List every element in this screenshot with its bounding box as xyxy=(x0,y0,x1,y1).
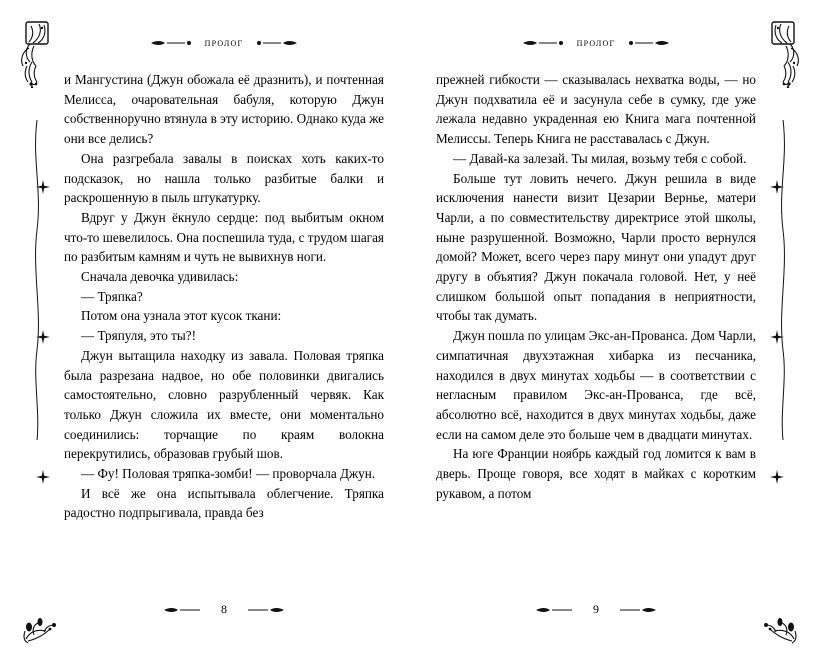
paragraph: Джун вытащила находку из завала. Половая тряпка была разрезана надвое, но обе половинки двигались самостоятельно, словно разрубленный червяк. Как только Джун сложила их вместе, они моментально соединились: торчащие по краям волокна перекрутились, образовав грубый шов. xyxy=(64,347,384,462)
paragraph: Сначала девочка удивилась: xyxy=(81,269,239,285)
cross-ornament-icon xyxy=(36,470,50,484)
dialogue-line: — Тряпка? xyxy=(81,288,143,304)
running-head-ornament-right-icon xyxy=(251,38,297,48)
margin-vine-icon xyxy=(772,120,794,450)
running-head-text: пролог xyxy=(204,37,244,49)
cross-ornament-icon xyxy=(770,180,784,194)
paragraph: и Мангустина (Джун обожала её дразнить), и почтенная Мелисса, очаровательная бабуля, которую Джун собственноручно втянула в эту историю. Однако куда же они все делись? xyxy=(64,72,384,147)
paragraph: Больше тут ловить нечего. Джун решила в виде исключения нанести визит Цезарии Вернье, матери Чарли, а по совместительству директрисе этой школы, ныне разрушенной. Возможно, Чарли просто вернулся домой? Может, всего через пару минут они упадут друг другу в объятия? Джун покачала головой. Нет, у неё слишком большой опыт попадания в неприятности, чтобы так думать. xyxy=(436,170,756,324)
cross-ornament-icon xyxy=(770,470,784,484)
vine-ornament-icon xyxy=(750,605,800,645)
left-running-head xyxy=(64,30,384,56)
paragraph: прежней гибкости — сказывалась нехватка воды, — но Джун подхватила её и засунула себе в сумку, где уже лежала недавно украденная ею Книга мага почтенной Мелиссы. Теперь Книга не расставалась с Джун. xyxy=(436,72,756,147)
dialogue-line: — Давай-ка залезай. Ты милая, возьму тебя с собой. xyxy=(453,150,747,166)
folio-ornament-right-icon xyxy=(610,605,656,615)
left-page-body xyxy=(64,70,384,523)
running-head-ornament-right-icon xyxy=(623,38,669,48)
page-number: 9 xyxy=(593,602,599,616)
paragraph: И всё же она испытывала облегчение. Тряпка радостно подпрыгивала, правда без xyxy=(64,485,384,521)
dialogue-line: — Фу! Половая тряпка-зомби! — проворчала Джун. xyxy=(81,466,376,482)
paragraph: Джун пошла по улицам Экс-ан-Прованса. Дом Чарли, симпатичная двухэтажная хибарка из песчаника, находился в двух минутах ходьбы — в соответствии с негласным правилом Экс-ан-Прованса, где всё, абсолютно всё, находится в двух минутах ходьбы, даже если на самом деле это больше чем в двадцати минутах. xyxy=(436,328,756,442)
folio-ornament-left-icon xyxy=(164,605,210,615)
cross-ornament-icon xyxy=(36,330,50,344)
vine-ornament-icon xyxy=(20,605,70,645)
paragraph: Она разгребала завалы в поисках хоть каких-то подсказок, но нашла только разбитые балки и раскрошенную в пыль штукатурку. xyxy=(64,150,384,206)
dialogue-line: — Тряпуля, это ты?! xyxy=(81,328,197,344)
running-head-ornament-left-icon xyxy=(151,38,197,48)
right-running-head xyxy=(436,30,756,56)
folio-ornament-left-icon xyxy=(536,605,582,615)
left-page-folio xyxy=(64,602,384,617)
running-head-text: пролог xyxy=(576,37,616,49)
margin-vine-icon xyxy=(26,120,48,450)
right-page xyxy=(410,0,820,659)
paragraph: Потом она узнала этот кусок ткани: xyxy=(81,308,282,324)
right-page-body xyxy=(436,70,756,503)
cross-ornament-icon xyxy=(36,180,50,194)
folio-ornament-right-icon xyxy=(238,605,284,615)
left-page-textblock xyxy=(64,30,384,631)
paragraph: Вдруг у Джун ёкнуло сердце: под выбитым окном что-то шевелилось. Она поспешила туда, с трудом шагая по разбитым камням и чуть не вывихнув ноги. xyxy=(64,209,384,265)
page-number: 8 xyxy=(221,602,227,616)
right-page-textblock xyxy=(436,30,756,631)
right-page-folio xyxy=(436,602,756,617)
running-head-ornament-left-icon xyxy=(523,38,569,48)
cross-ornament-icon xyxy=(770,330,784,344)
paragraph: На юге Франции ноябрь каждый год ломится к вам в дверь. Проще говоря, все ходят в майках с коротким рукавом, а потом xyxy=(436,446,756,501)
